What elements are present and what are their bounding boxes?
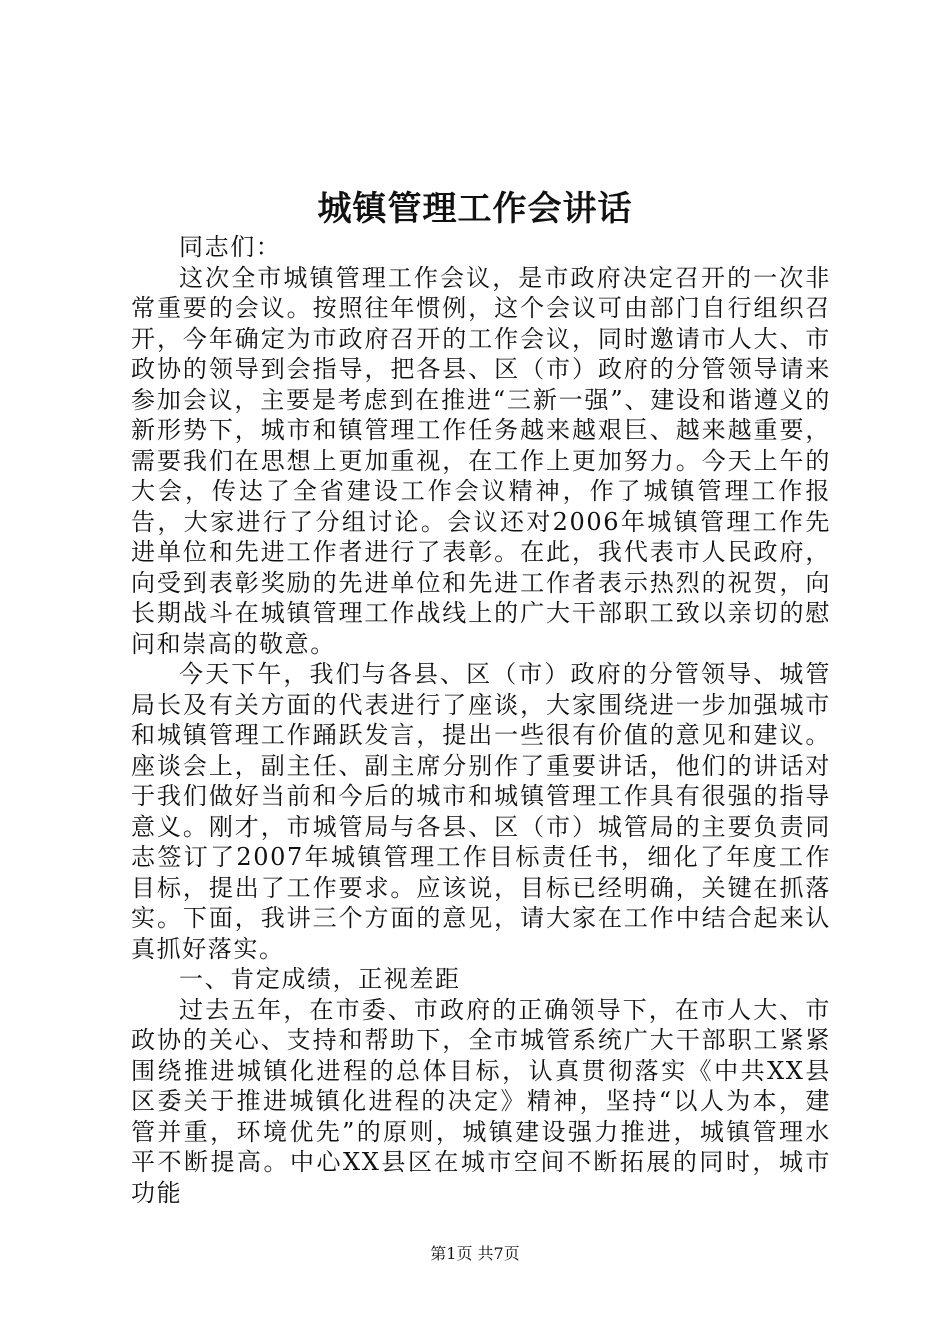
paragraph: 今天下午，我们与各县、区（市）政府的分管领导、城管局长及有关方面的代表进行了座谈，大家围绕进一步加强城市和城镇管理工作踊跃发言，提出一些很有价值的意见和建议。座谈会上，副主任、副主席分别作了重要讲话，他们的讲话对于我们做好当前和今后的城市和城镇管理工作具有很强的指导意义。刚才，市城管局与各县、区（市）城管局的主要负责同志签订了2007年城镇管理工作目标责任书，细化了年度工作目标，提出了工作要求。应该说，目标已经明确，关键在抓落实。下面，我讲三个方面的意见，请大家在工作中结合起来认真抓好落实。 (131, 660, 831, 963)
page-footer: 第1页 共7页 (430, 1244, 520, 1263)
paragraph: 这次全市城镇管理工作会议，是市政府决定召开的一次非常重要的会议。按照往年惯例，这个会议可由部门自行组织召开，今年确定为市政府召开的工作会议，同时邀请市人大、市政协的领导到会指导，把各县、区（市）政府的分管领导请来参加会议，主要是考虑到在推进“三新一强”、建设和谐遵义的新形势下，城市和镇管理工作任务越来越艰巨、越来越重要，需要我们在思想上更加重视，在工作上更加努力。今天上午的大会，传达了全省建设工作会议精神，作了城镇管理工作报告，大家进行了分组讨论。会议还对2006年城镇管理工作先进单位和先进工作者进行了表彰。在此，我代表市人民政府，向受到表彰奖励的先进单位和先进工作者表示热烈的祝贺，向长期战斗在城镇管理工作战线上的广大干部职工致以亲切的慰问和崇高的敬意。 (131, 263, 831, 658)
salutation: 同志们： (179, 233, 282, 261)
document-body (131, 232, 831, 1208)
document-title: 城镇管理工作会讲话 (317, 189, 633, 229)
paragraph: 过去五年，在市委、市政府的正确领导下，在市人大、市政协的关心、支持和帮助下，全市城管系统广大干部职工紧紧围绕推进城镇化进程的总体目标，认真贯彻落实《中共XX县区委关于推进城镇化进程的决定》精神，坚持“以人为本，建管并重，环境优先”的原则，城镇建设强力推进，城镇管理水平不断提高。中心XX县区在城市空间不断拓展的同时，城市功能 (131, 995, 831, 1207)
section-heading: 一、肯定成绩，正视差距 (179, 965, 461, 993)
